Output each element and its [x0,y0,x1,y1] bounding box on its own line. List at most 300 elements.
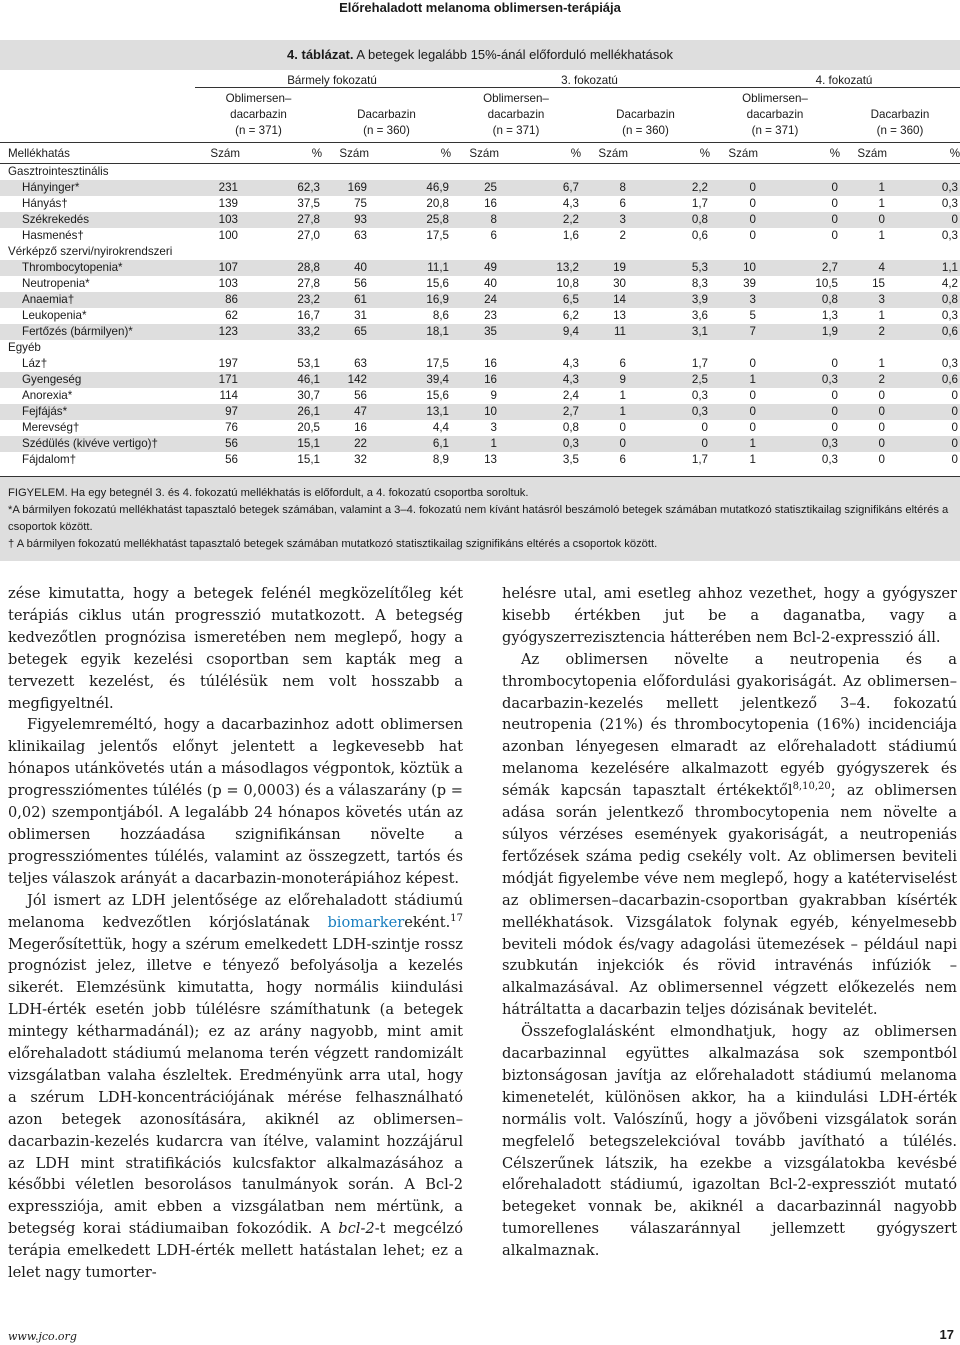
count-cell: 0 [840,452,887,468]
count-cell: 56 [322,276,369,292]
paragraph: Figyelemreméltó, hogy a dacarbazinhoz adott oblimersen klinikailag jelentős előnyt jelentett a legkevesebb hat hónapos utánkövetés után a másodlagos végpontok, köztük a progressziómentes túlélés (p = 0,0003) és a válaszarány (p = 0,02) szempontjából. A legalább 24 hónapos követés után az oblimersen hozzáadása szignifikánsan növelte a progressziómentes túlélés, valamint az összegzett, tartós és teljes válaszok arányát a dacarbazin-monoterápiához képest. [8,716,463,887]
treatment-arm-header-row [0,88,960,143]
count-cell: 1 [451,436,499,452]
count-cell: 32 [322,452,369,468]
percent-cell: 0,8 [758,292,840,308]
count-cell: 107 [195,260,240,276]
percent-cell: 0 [758,404,840,420]
percent-cell: 25,8 [369,212,451,228]
grade-group-header [195,70,451,88]
category-label: Vérképző szervi/nyirokrendszeri [0,244,960,260]
count-cell: 1 [840,228,887,244]
table-caption: A betegek legalább 15%-ánál előforduló mellékhatások [356,47,673,62]
table-row [0,196,960,212]
grade-group-header [710,70,960,88]
paragraph: zése kimutatta, hogy a betegek felénél megközelítőleg két terápiás ciklus után progresszió mutatkozott. A betegség kedvezőtlen prognózisa ismeretében nem meglepő, hogy a betegek egyik kezelési csoportban sem kapták meg a tervezett kezelést, és túlélésük nem volt hosszabb a megfigyeltnél. [8,585,463,712]
count-cell: 9 [451,388,499,404]
column-header-count: Szám [322,143,369,164]
percent-cell: 15,6 [369,388,451,404]
percent-cell: 1,7 [628,196,710,212]
percent-cell: 0,3 [628,388,710,404]
percent-cell: 0 [758,356,840,372]
percent-cell: 6,2 [499,308,581,324]
paragraph: Összefoglalásként elmondhatjuk, hogy az oblimersen dacarbazinnal együttes alkalmazása sok szempontból biztonságosan javítja az előrehaladott stádiumú melanoma kimenetelét, különösen akkor, ha a kiindulási LDH-érték normális volt. Valószínű, hogy a jövőbeni vizsgálatok során megfelelő betegszelekcióval tovább javítható a túlélés. Célszerűnek látszik, ha ezekbe a vizsgálatokba kevésbé előrehaladott stádiumú, igazoltan Bcl-2-expressziót mutató betegeket vonnak be, akiknél a dacarbazinnál nagyobb tumorellenes válaszaránnyal jellemzett gyógyszert alkalmaznak. [502,1023,957,1260]
column-header-percent: % [887,143,960,164]
percent-cell: 1,6 [499,228,581,244]
count-cell: 93 [322,212,369,228]
table-footnotes [0,476,960,561]
running-head: Előrehaladott melanoma oblimersen-terápiája [339,0,621,15]
count-cell: 35 [451,324,499,340]
column-header-count: Szám [195,143,240,164]
count-cell: 6 [581,452,628,468]
count-cell: 22 [322,436,369,452]
arm-header-line: (n = 371) [751,124,799,137]
empty-cell [0,88,195,143]
percent-cell: 0,8 [628,212,710,228]
count-cell: 0 [710,180,758,196]
table-row [0,180,960,196]
count-cell: 0 [840,388,887,404]
count-cell: 0 [710,196,758,212]
column-header-count: Szám [840,143,887,164]
adverse-event-name: Thrombocytopenia* [0,260,195,276]
adverse-events-table [0,70,960,476]
grade-group-header-row [0,70,960,88]
percent-cell: 0 [887,452,960,468]
category-row [0,164,960,181]
percent-cell: 0,6 [887,372,960,388]
percent-cell: 0 [887,212,960,228]
count-cell: 75 [322,196,369,212]
citation: 17 [450,912,463,924]
count-cell: 0 [710,420,758,436]
percent-cell: 1,7 [628,452,710,468]
count-cell: 56 [322,388,369,404]
percent-cell: 0 [628,420,710,436]
count-cell: 63 [322,356,369,372]
text-run: Az oblimersen növelte a neutropenia és a thrombocytopenia előfordulási gyakoriságát. Az oblimersen–dacarbazin-kezelés mellett jelentkező 3–4. fokozatú neutropenia (21%) és thrombocytopenia (16%) incidenciája azonban lényegesen elmaradt az előrehaladott stádiumú melanoma kezelésére alkalmazott egyéb gyógyszerek és sémák kapcsán tapasztalt értékektől [502,650,957,800]
percent-cell: 0,8 [499,420,581,436]
count-cell: 61 [322,292,369,308]
text-run: eként. [404,913,451,931]
count-cell: 2 [581,228,628,244]
body-column-right [502,583,957,1262]
count-cell: 9 [581,372,628,388]
percent-cell: 0,3 [628,404,710,420]
percent-cell: 2,2 [499,212,581,228]
table-row [0,228,960,244]
percent-cell: 0,6 [887,324,960,340]
footnote-asterisk: *A bármilyen fokozatú mellékhatást tapasztaló betegek számában, valamint a 3–4. fokozatú nem kívánt hatásról beszámoló betegek számában mutatkozó statisztikailag szignifikáns eltérés a csoportok között. [8,504,949,533]
column-header-count: Szám [451,143,499,164]
percent-cell: 53,1 [240,356,322,372]
percent-cell: 16,7 [240,308,322,324]
column-header-percent: % [628,143,710,164]
count-cell: 23 [451,308,499,324]
percent-cell: 3,6 [628,308,710,324]
percent-cell: 10,8 [499,276,581,292]
percent-cell: 33,2 [240,324,322,340]
count-cell: 11 [581,324,628,340]
column-header-row [0,143,960,164]
count-cell: 65 [322,324,369,340]
percent-cell: 26,1 [240,404,322,420]
category-row [0,244,960,260]
column-header-percent: % [499,143,581,164]
percent-cell: 8,3 [628,276,710,292]
grade-group-header [451,70,710,88]
percent-cell: 39,4 [369,372,451,388]
count-cell: 1 [840,356,887,372]
grade-group-label: Bármely fokozatú [287,74,377,87]
count-cell: 40 [322,260,369,276]
category-label: Gasztrointesztinális [0,164,960,181]
percent-cell: 17,5 [369,228,451,244]
table-row [0,308,960,324]
count-cell: 10 [451,404,499,420]
count-cell: 8 [451,212,499,228]
percent-cell: 3,9 [628,292,710,308]
count-cell: 16 [451,356,499,372]
count-cell: 114 [195,388,240,404]
count-cell: 40 [451,276,499,292]
treatment-arm-header [451,88,581,143]
percent-cell: 15,6 [369,276,451,292]
percent-cell: 1,7 [628,356,710,372]
empty-cell [0,468,960,476]
arm-header-line: Dacarbazin [616,108,675,121]
percent-cell: 2,2 [628,180,710,196]
column-header-percent: % [758,143,840,164]
count-cell: 39 [710,276,758,292]
adverse-event-name: Hányás† [0,196,195,212]
count-cell: 0 [840,212,887,228]
percent-cell: 2,7 [758,260,840,276]
count-cell: 47 [322,404,369,420]
category-label: Egyéb [0,340,960,356]
count-cell: 31 [322,308,369,324]
percent-cell: 0 [887,388,960,404]
count-cell: 1 [581,388,628,404]
arm-header-line: Dacarbazin [357,108,416,121]
count-cell: 15 [840,276,887,292]
percent-cell: 6,5 [499,292,581,308]
count-cell: 6 [451,228,499,244]
paragraph [502,649,957,1021]
percent-cell: 11,1 [369,260,451,276]
count-cell: 0 [581,420,628,436]
percent-cell: 0,3 [887,308,960,324]
adverse-event-name: Hasmenés† [0,228,195,244]
percent-cell: 13,2 [499,260,581,276]
percent-cell: 16,9 [369,292,451,308]
count-cell: 86 [195,292,240,308]
percent-cell: 0,8 [887,292,960,308]
percent-cell: 0,3 [758,452,840,468]
percent-cell: 15,1 [240,436,322,452]
arm-header-line: (n = 360) [876,124,924,137]
percent-cell: 0,3 [887,180,960,196]
count-cell: 3 [840,292,887,308]
percent-cell: 0,3 [887,196,960,212]
count-cell: 7 [710,324,758,340]
adverse-event-name: Gyengeség [0,372,195,388]
percent-cell: 0 [628,436,710,452]
count-cell: 0 [710,356,758,372]
count-cell: 25 [451,180,499,196]
category-row [0,340,960,356]
percent-cell: 2,5 [628,372,710,388]
table-title [0,40,960,70]
count-cell: 0 [840,436,887,452]
percent-cell: 28,8 [240,260,322,276]
count-cell: 10 [710,260,758,276]
count-cell: 0 [710,228,758,244]
arm-header-line: dacarbazin [746,108,804,121]
count-cell: 30 [581,276,628,292]
percent-cell: 0,3 [758,436,840,452]
percent-cell: 37,5 [240,196,322,212]
table-row [0,436,960,452]
percent-cell: 62,3 [240,180,322,196]
paragraph: helésre utal, ami esetleg ahhoz vezethet, hogy a gyógyszer kisebb értékben jut be a daganatba, vagy a gyógyszerrezisztencia hátterében nem Bcl-2-expresszió áll. [502,585,957,646]
count-cell: 2 [840,372,887,388]
treatment-arm-header [195,88,322,143]
count-cell: 63 [322,228,369,244]
table-row [0,452,960,468]
percent-cell: 4,4 [369,420,451,436]
count-cell: 0 [710,404,758,420]
adverse-event-name: Székrekedés [0,212,195,228]
adverse-event-name: Láz† [0,356,195,372]
adverse-event-name: Merevség† [0,420,195,436]
count-cell: 0 [710,388,758,404]
count-cell: 103 [195,212,240,228]
count-cell: 16 [451,196,499,212]
text-run: -t megcélzó terápia emelkedett LDH-érték mellett hatástalan lehet; ez a lelet nagy tumorter- [8,1220,463,1282]
paragraph [8,890,463,1284]
arm-header-line: dacarbazin [230,108,287,121]
arm-header-line [840,91,960,107]
percent-cell: 4,3 [499,196,581,212]
percent-cell: 18,1 [369,324,451,340]
grade-group-label: 4. fokozatú [815,74,873,87]
percent-cell: 1,9 [758,324,840,340]
percent-cell: 5,3 [628,260,710,276]
arm-header-line: (n = 371) [235,124,282,137]
count-cell: 103 [195,276,240,292]
biomarker-link[interactable]: biomarker [327,913,405,931]
count-cell: 14 [581,292,628,308]
adverse-event-name: Anorexia* [0,388,195,404]
count-cell: 123 [195,324,240,340]
percent-cell: 1,1 [887,260,960,276]
percent-cell: 2,7 [499,404,581,420]
count-cell: 3 [451,420,499,436]
count-cell: 169 [322,180,369,196]
column-header-percent: % [369,143,451,164]
count-cell: 1 [710,436,758,452]
text-run: Megerősítettük, hogy a szérum emelkedett LDH-szintje rossz prognózist jelez, illetve e tényező befolyásolja a kezelés sikerét. Elemzésünk kimutatta, hogy normális kiindulási LDH-érték esetén jobb túlélésre számíthatunk (a betegek mintegy kétharmadánál); ez az arány nagyobb, mint amit előrehaladott stádiumú melanoma terén végzett randomizált vizsgálatban valaha észleltek. Eredményünk arra utal, hogy a szérum LDH-koncentrációjának mérése felhasználható azon betegek azonosítására, akiknél az oblimersen–dacarbazin-kezelés kudarcra van ítélve, valamint hozzájárul az LDH mint stratifikációs kulcsfaktor alkalmazásához a későbbi véletlen besorolásos tanulmányok során. A Bcl-2 expressziója, amit ebben a vizsgálatban nem mértünk, a betegség korai stádiumaiban fokozódik. A [8,935,463,1238]
count-cell: 49 [451,260,499,276]
table-row [0,276,960,292]
percent-cell: 0 [758,212,840,228]
count-cell: 6 [581,356,628,372]
count-cell: 13 [581,308,628,324]
table-label: 4. táblázat. [287,47,354,62]
adverse-event-name: Leukopenia* [0,308,195,324]
text-run: ; az oblimersen adása során jelentkező thrombocytopenia nem növelte a súlyos vérzéses események gyakoriságát, a neutropeniás fertőzések száma pedig csekély volt. Az oblimersen beviteli módját figyelembe véve nem meglepő, hogy a katéterviselést az oblimersen–dacarbazin-csoportban gyakrabban kísérték mellékhatások. Vizsgálatok folynak egyéb, kényelmesebb beviteli módok és/vagy adagolási ütemezések – például napi szubkután injekciók és rövid intravénás infúziók – alkalmazásával. Az oblimersennel végzett előkezelés nem hátráltatta a dacarbazin teljes dózisának bevitelét. [502,782,957,1019]
percent-cell: 15,1 [240,452,322,468]
count-cell: 6 [581,196,628,212]
count-cell: 3 [710,292,758,308]
table-row [0,372,960,388]
percent-cell: 13,1 [369,404,451,420]
percent-cell: 0,6 [628,228,710,244]
table-bottom-spacer [0,468,960,476]
count-cell: 13 [451,452,499,468]
count-cell: 1 [710,372,758,388]
percent-cell: 8,6 [369,308,451,324]
treatment-arm-header [322,88,451,143]
arm-header-line [322,91,451,107]
percent-cell: 0 [887,420,960,436]
percent-cell: 46,1 [240,372,322,388]
percent-cell: 0,3 [887,228,960,244]
arm-header-line: (n = 371) [492,124,540,137]
footnote-dagger: † A bármilyen fokozatú mellékhatást tapasztaló betegek számában mutatkozó statisztikailag szignifikáns eltérés a csoportok között. [8,538,658,550]
percent-cell: 2,4 [499,388,581,404]
count-cell: 100 [195,228,240,244]
percent-cell: 17,5 [369,356,451,372]
percent-cell: 10,5 [758,276,840,292]
count-cell: 16 [451,372,499,388]
count-cell: 1 [840,308,887,324]
adverse-event-name: Fejfájás* [0,404,195,420]
adverse-event-name: Anaemia† [0,292,195,308]
arm-header-line: Oblimersen– [483,92,549,105]
body-column-left [8,583,463,1284]
percent-cell: 0 [758,420,840,436]
table-row [0,404,960,420]
percent-cell: 4,3 [499,372,581,388]
percent-cell: 23,2 [240,292,322,308]
citation: 8,10,20 [792,781,831,793]
adverse-events-table-box [0,40,960,561]
count-cell: 2 [840,324,887,340]
percent-cell: 3,1 [628,324,710,340]
count-cell: 0 [840,404,887,420]
adverse-event-name: Neutropenia* [0,276,195,292]
arm-header-line: Dacarbazin [870,108,930,121]
table-row [0,212,960,228]
percent-cell: 0 [758,180,840,196]
table-row [0,420,960,436]
count-cell: 24 [451,292,499,308]
journal-url[interactable]: www.jco.org [8,1330,77,1343]
percent-cell: 1,3 [758,308,840,324]
adverse-event-name: Fertőzés (bármilyen)* [0,324,195,340]
percent-cell: 20,8 [369,196,451,212]
percent-cell: 3,5 [499,452,581,468]
page-number: 17 [939,1327,954,1342]
percent-cell: 27,8 [240,276,322,292]
percent-cell: 27,0 [240,228,322,244]
count-cell: 231 [195,180,240,196]
count-cell: 0 [840,420,887,436]
column-header-adverse-event: Mellékhatás [0,143,195,164]
percent-cell: 0 [758,196,840,212]
percent-cell: 4,3 [499,356,581,372]
count-cell: 0 [710,212,758,228]
count-cell: 5 [710,308,758,324]
empty-cell [0,70,195,88]
percent-cell: 46,9 [369,180,451,196]
count-cell: 1 [710,452,758,468]
percent-cell: 0,3 [499,436,581,452]
count-cell: 8 [581,180,628,196]
count-cell: 142 [322,372,369,388]
treatment-arm-header [710,88,840,143]
adverse-event-name: Fájdalom† [0,452,195,468]
percent-cell: 27,8 [240,212,322,228]
table-row [0,356,960,372]
count-cell: 62 [195,308,240,324]
gene-name: bcl-2 [338,1220,375,1238]
count-cell: 1 [840,196,887,212]
arm-header-line: (n = 360) [363,124,410,137]
arm-header-line: dacarbazin [487,108,545,121]
percent-cell: 0 [887,404,960,420]
arm-header-line: Oblimersen– [225,92,292,105]
percent-cell: 30,7 [240,388,322,404]
count-cell: 76 [195,420,240,436]
count-cell: 97 [195,404,240,420]
percent-cell: 0 [887,436,960,452]
count-cell: 3 [581,212,628,228]
table-row [0,292,960,308]
count-cell: 0 [581,436,628,452]
count-cell: 56 [195,436,240,452]
table-row [0,388,960,404]
text-run: Jól ismert az LDH jelentősége az előrehaladott stádiumú melanoma kedvezőtlen kórjóslatának [8,891,463,931]
count-cell: 4 [840,260,887,276]
footnote-note: FIGYELEM. Ha egy betegnél 3. és 4. fokozatú mellékhatás is előfordult, a 4. fokozatú csoportba soroltuk. [8,487,529,499]
arm-header-line: Oblimersen– [742,92,808,105]
count-cell: 139 [195,196,240,212]
treatment-arm-header [840,88,960,143]
count-cell: 171 [195,372,240,388]
count-cell: 197 [195,356,240,372]
table-row [0,260,960,276]
adverse-event-name: Szédülés (kivéve vertigo)† [0,436,195,452]
count-cell: 56 [195,452,240,468]
percent-cell: 0,3 [887,356,960,372]
count-cell: 1 [840,180,887,196]
percent-cell: 9,4 [499,324,581,340]
percent-cell: 0 [758,228,840,244]
percent-cell: 4,2 [887,276,960,292]
percent-cell: 0 [758,388,840,404]
percent-cell: 20,5 [240,420,322,436]
arm-header-line: (n = 360) [622,124,669,137]
count-cell: 16 [322,420,369,436]
percent-cell: 6,7 [499,180,581,196]
column-header-count: Szám [710,143,758,164]
column-header-count: Szám [581,143,628,164]
grade-group-label: 3. fokozatú [561,74,618,87]
